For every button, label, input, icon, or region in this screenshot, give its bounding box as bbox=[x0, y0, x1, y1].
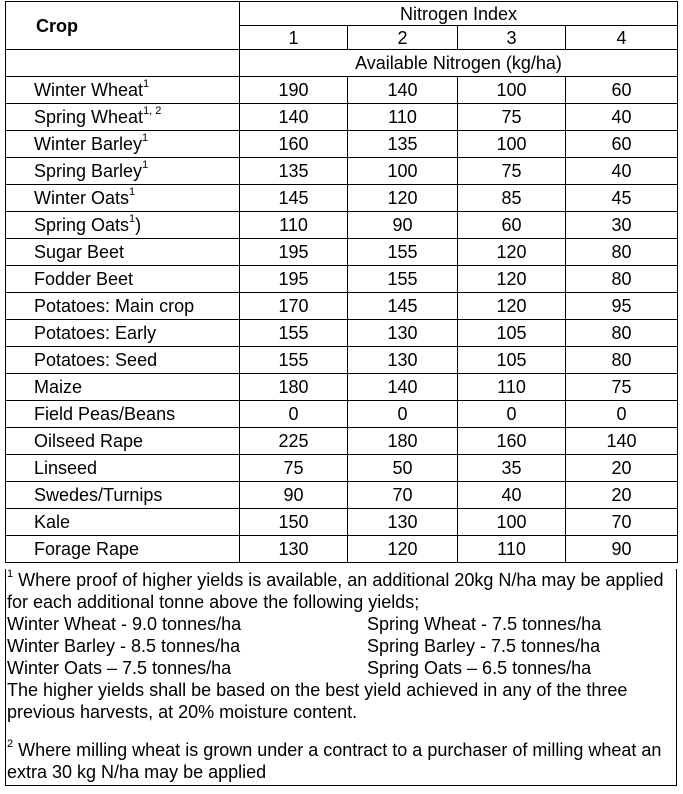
nitrogen-value-index-4: 95 bbox=[566, 293, 678, 320]
crop-name-cell bbox=[6, 320, 240, 347]
nitrogen-value-index-1: 140 bbox=[240, 104, 348, 131]
nitrogen-value-index-1: 195 bbox=[240, 239, 348, 266]
yield-row bbox=[7, 635, 676, 657]
nitrogen-value-index-2: 155 bbox=[348, 239, 458, 266]
crop-name-cell bbox=[6, 185, 240, 212]
nitrogen-value-index-3: 120 bbox=[458, 266, 566, 293]
crop-name-cell bbox=[6, 509, 240, 536]
nitrogen-value-index-3: 110 bbox=[458, 536, 566, 563]
table-row bbox=[6, 428, 678, 455]
footnote-marker: 1, 2 bbox=[143, 105, 162, 117]
footnote-2 bbox=[7, 739, 676, 783]
yield-item: Spring Barley - 7.5 tonnes/ha bbox=[367, 636, 601, 656]
nitrogen-value-index-3: 100 bbox=[458, 509, 566, 536]
nitrogen-value-index-4: 80 bbox=[566, 320, 678, 347]
yield-item: Winter Wheat - 9.0 tonnes/ha bbox=[7, 614, 242, 634]
nitrogen-value-index-2: 155 bbox=[348, 266, 458, 293]
nitrogen-value-index-4: 30 bbox=[566, 212, 678, 239]
nitrogen-value-index-4: 70 bbox=[566, 509, 678, 536]
nitrogen-value-index-1: 155 bbox=[240, 320, 348, 347]
table-row bbox=[6, 212, 678, 239]
crop-name: Potatoes: Main crop bbox=[34, 296, 195, 316]
nitrogen-value-index-2: 180 bbox=[348, 428, 458, 455]
crop-name: Spring Oats bbox=[34, 215, 130, 235]
units-header: Available Nitrogen (kg/ha) bbox=[240, 50, 678, 77]
footnote-marker: 1 bbox=[142, 132, 149, 144]
index-header-3: 3 bbox=[458, 26, 566, 50]
nitrogen-value-index-2: 135 bbox=[348, 131, 458, 158]
nitrogen-value-index-3: 75 bbox=[458, 104, 566, 131]
crop-name-cell bbox=[6, 212, 240, 239]
nitrogen-value-index-2: 90 bbox=[348, 212, 458, 239]
nitrogen-value-index-3: 0 bbox=[458, 401, 566, 428]
nitrogen-value-index-4: 80 bbox=[566, 266, 678, 293]
crop-name-cell bbox=[6, 401, 240, 428]
yield-item: Winter Oats – 7.5 tonnes/ha bbox=[7, 658, 232, 678]
crop-name: Winter Oats bbox=[34, 188, 130, 208]
footnotes-box bbox=[5, 569, 677, 786]
crop-name-cell bbox=[6, 536, 240, 563]
crop-column-header: Crop bbox=[6, 2, 240, 50]
footnote-1-tail: The higher yields shall be based on the best yield achieved in any of the three previous harvests, at 20% moisture content. bbox=[7, 680, 628, 722]
crop-name-cell bbox=[6, 239, 240, 266]
nitrogen-value-index-3: 100 bbox=[458, 77, 566, 104]
nitrogen-value-index-1: 130 bbox=[240, 536, 348, 563]
crop-name-cell bbox=[6, 455, 240, 482]
footnote-marker: 1 bbox=[129, 213, 136, 225]
nitrogen-value-index-3: 120 bbox=[458, 239, 566, 266]
table-row bbox=[6, 293, 678, 320]
table-row bbox=[6, 374, 678, 401]
nitrogen-value-index-4: 80 bbox=[566, 347, 678, 374]
nitrogen-value-index-3: 75 bbox=[458, 158, 566, 185]
nitrogen-value-index-4: 90 bbox=[566, 536, 678, 563]
table-row bbox=[6, 401, 678, 428]
nitrogen-value-index-2: 0 bbox=[348, 401, 458, 428]
crop-name-cell bbox=[6, 158, 240, 185]
nitrogen-value-index-4: 75 bbox=[566, 374, 678, 401]
nitrogen-value-index-3: 160 bbox=[458, 428, 566, 455]
nitrogen-value-index-3: 105 bbox=[458, 347, 566, 374]
nitrogen-value-index-3: 60 bbox=[458, 212, 566, 239]
nitrogen-value-index-1: 0 bbox=[240, 401, 348, 428]
crop-name-cell bbox=[6, 266, 240, 293]
crop-name-cell bbox=[6, 293, 240, 320]
crop-name-cell bbox=[6, 347, 240, 374]
yield-row bbox=[7, 613, 676, 635]
table-row bbox=[6, 158, 678, 185]
crop-name-cell bbox=[6, 77, 240, 104]
table-row bbox=[6, 104, 678, 131]
footnote-marker: 1 bbox=[142, 159, 149, 171]
nitrogen-value-index-3: 85 bbox=[458, 185, 566, 212]
nitrogen-value-index-2: 145 bbox=[348, 293, 458, 320]
nitrogen-value-index-1: 225 bbox=[240, 428, 348, 455]
table-row bbox=[6, 320, 678, 347]
yield-item: Spring Wheat - 7.5 tonnes/ha bbox=[367, 614, 602, 634]
footnote-2-marker: 2 bbox=[7, 738, 14, 750]
index-header-4: 4 bbox=[566, 26, 678, 50]
crop-name-suffix: ) bbox=[135, 215, 142, 235]
nitrogen-value-index-3: 40 bbox=[458, 482, 566, 509]
crop-name: Fodder Beet bbox=[34, 269, 134, 289]
nitrogen-value-index-2: 70 bbox=[348, 482, 458, 509]
crop-name: Kale bbox=[34, 512, 71, 532]
crop-name-cell bbox=[6, 104, 240, 131]
table-row bbox=[6, 239, 678, 266]
nitrogen-value-index-2: 120 bbox=[348, 536, 458, 563]
table-row bbox=[6, 185, 678, 212]
crop-name-cell bbox=[6, 428, 240, 455]
crop-name-cell bbox=[6, 374, 240, 401]
nitrogen-value-index-1: 190 bbox=[240, 77, 348, 104]
nitrogen-value-index-2: 50 bbox=[348, 455, 458, 482]
crop-name: Forage Rape bbox=[34, 539, 140, 559]
crop-name: Potatoes: Seed bbox=[34, 350, 158, 370]
crop-name: Winter Barley bbox=[34, 134, 143, 154]
nitrogen-value-index-4: 60 bbox=[566, 77, 678, 104]
nitrogen-value-index-2: 130 bbox=[348, 509, 458, 536]
nitrogen-value-index-1: 135 bbox=[240, 158, 348, 185]
nitrogen-index-header: Nitrogen Index bbox=[240, 2, 678, 26]
nitrogen-value-index-1: 180 bbox=[240, 374, 348, 401]
nitrogen-value-index-1: 155 bbox=[240, 347, 348, 374]
nitrogen-value-index-1: 110 bbox=[240, 212, 348, 239]
table-row bbox=[6, 266, 678, 293]
nitrogen-value-index-1: 160 bbox=[240, 131, 348, 158]
nitrogen-value-index-2: 120 bbox=[348, 185, 458, 212]
nitrogen-value-index-2: 110 bbox=[348, 104, 458, 131]
nitrogen-value-index-4: 80 bbox=[566, 239, 678, 266]
crop-name: Swedes/Turnips bbox=[34, 485, 163, 505]
footnote-1-marker: 1 bbox=[7, 568, 14, 580]
nitrogen-value-index-2: 130 bbox=[348, 347, 458, 374]
nitrogen-value-index-1: 150 bbox=[240, 509, 348, 536]
nitrogen-value-index-4: 20 bbox=[566, 482, 678, 509]
nitrogen-value-index-3: 35 bbox=[458, 455, 566, 482]
nitrogen-value-index-1: 145 bbox=[240, 185, 348, 212]
crop-name-cell bbox=[6, 131, 240, 158]
table-row bbox=[6, 131, 678, 158]
crop-name: Linseed bbox=[34, 458, 98, 478]
crop-name: Spring Barley bbox=[34, 161, 143, 181]
crop-name: Winter Wheat bbox=[34, 80, 144, 100]
nitrogen-value-index-1: 90 bbox=[240, 482, 348, 509]
yield-item: Winter Barley - 8.5 tonnes/ha bbox=[7, 636, 241, 656]
crop-name: Spring Wheat bbox=[34, 107, 144, 127]
nitrogen-value-index-3: 110 bbox=[458, 374, 566, 401]
index-header-2: 2 bbox=[348, 26, 458, 50]
crop-name-cell bbox=[6, 482, 240, 509]
yield-item: Spring Oats – 6.5 tonnes/ha bbox=[367, 658, 592, 678]
nitrogen-value-index-4: 0 bbox=[566, 401, 678, 428]
nitrogen-value-index-2: 130 bbox=[348, 320, 458, 347]
nitrogen-value-index-4: 40 bbox=[566, 104, 678, 131]
table-row bbox=[6, 482, 678, 509]
footnote-marker: 1 bbox=[143, 78, 150, 90]
nitrogen-value-index-1: 170 bbox=[240, 293, 348, 320]
crop-name: Maize bbox=[34, 377, 83, 397]
index-header-1: 1 bbox=[240, 26, 348, 50]
nitrogen-table-document bbox=[5, 1, 677, 786]
nitrogen-value-index-3: 120 bbox=[458, 293, 566, 320]
nitrogen-value-index-2: 140 bbox=[348, 374, 458, 401]
units-spacer-cell bbox=[6, 50, 240, 77]
nitrogen-value-index-4: 45 bbox=[566, 185, 678, 212]
table-row bbox=[6, 455, 678, 482]
nitrogen-value-index-3: 105 bbox=[458, 320, 566, 347]
crop-name: Sugar Beet bbox=[34, 242, 125, 262]
nitrogen-value-index-3: 100 bbox=[458, 131, 566, 158]
crop-name: Potatoes: Early bbox=[34, 323, 157, 343]
yield-row bbox=[7, 657, 676, 679]
table-row bbox=[6, 509, 678, 536]
nitrogen-value-index-4: 60 bbox=[566, 131, 678, 158]
nitrogen-value-index-1: 195 bbox=[240, 266, 348, 293]
nitrogen-value-index-4: 140 bbox=[566, 428, 678, 455]
nitrogen-value-index-1: 75 bbox=[240, 455, 348, 482]
crop-name: Field Peas/Beans bbox=[34, 404, 176, 424]
crop-name: Oilseed Rape bbox=[34, 431, 144, 451]
table-row bbox=[6, 536, 678, 563]
footnote-2-text: Where milling wheat is grown under a contract to a purchaser of milling wheat an extra 30 kg N/ha may be applied bbox=[7, 740, 662, 782]
table-row bbox=[6, 347, 678, 374]
nitrogen-value-index-4: 20 bbox=[566, 455, 678, 482]
nitrogen-table bbox=[5, 1, 678, 563]
nitrogen-value-index-4: 40 bbox=[566, 158, 678, 185]
footnote-1-text: Where proof of higher yields is available, an additional 20kg N/ha may be applied for each additional tonne above the following yields; bbox=[7, 570, 664, 612]
footnote-1 bbox=[7, 569, 676, 613]
nitrogen-value-index-2: 140 bbox=[348, 77, 458, 104]
footnote-marker: 1 bbox=[129, 186, 136, 198]
table-row bbox=[6, 77, 678, 104]
nitrogen-value-index-2: 100 bbox=[348, 158, 458, 185]
